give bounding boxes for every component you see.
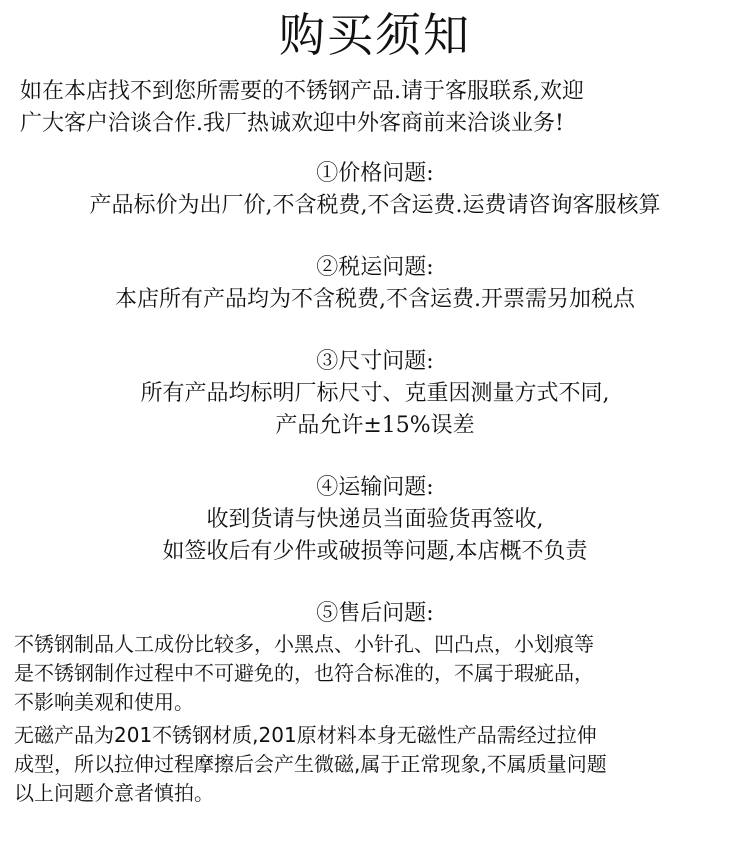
section-line: 本店所有产品均为不含税费,不含运费.开票需另加税点 — [115, 287, 635, 312]
section-tax-shipping — [0, 252, 750, 316]
after-sales-line: 无磁产品为201不锈钢材质,201原材料本身无磁性产品需经过拉伸 — [14, 723, 597, 747]
section-line: 如签收后有少件或破损等问题,本店概不负责 — [162, 539, 588, 564]
page-title: 购买须知 — [279, 8, 471, 62]
section-line: 所有产品均标明厂标尺寸、克重因测量方式不同, — [140, 381, 610, 406]
section-heading: ③尺寸问题: — [316, 349, 434, 374]
section-after-sales — [0, 598, 750, 630]
section-transport — [0, 472, 750, 568]
section-heading: ⑤售后问题: — [316, 601, 434, 626]
intro-line: 广大客户洽谈合作.我厂热诚欢迎中外客商前来洽谈业务! — [20, 111, 564, 136]
section-price — [0, 158, 750, 222]
section-heading: ④运输问题: — [316, 475, 434, 500]
after-sales-line: 以上问题介意者慎拍。 — [14, 781, 214, 805]
after-sales-text — [0, 630, 750, 808]
intro-text — [0, 66, 750, 140]
after-sales-line: 成型，所以拉伸过程摩擦后会产生微磁,属于正常现象,不属质量问题 — [14, 752, 607, 776]
section-line: 收到货请与快递员当面验货再签收, — [206, 507, 544, 532]
intro-line: 如在本店找不到您所需要的不锈钢产品.请于客服联系,欢迎 — [20, 79, 584, 104]
section-size — [0, 346, 750, 442]
section-line: 产品标价为出厂价,不含税费,不含运费.运费请咨询客服核算 — [89, 193, 661, 218]
section-line: 产品允许±15%误差 — [275, 413, 475, 438]
after-sales-line: 不影响美观和使用。 — [14, 690, 194, 714]
section-heading: ①价格问题: — [316, 161, 434, 186]
after-sales-line: 是不锈钢制作过程中不可避免的，也符合标准的，不属于瑕疵品， — [14, 661, 594, 685]
after-sales-line: 不锈钢制品人工成份比较多，小黑点、小针孔、凹凸点，小划痕等 — [14, 632, 594, 656]
section-heading: ②税运问题: — [316, 255, 434, 280]
